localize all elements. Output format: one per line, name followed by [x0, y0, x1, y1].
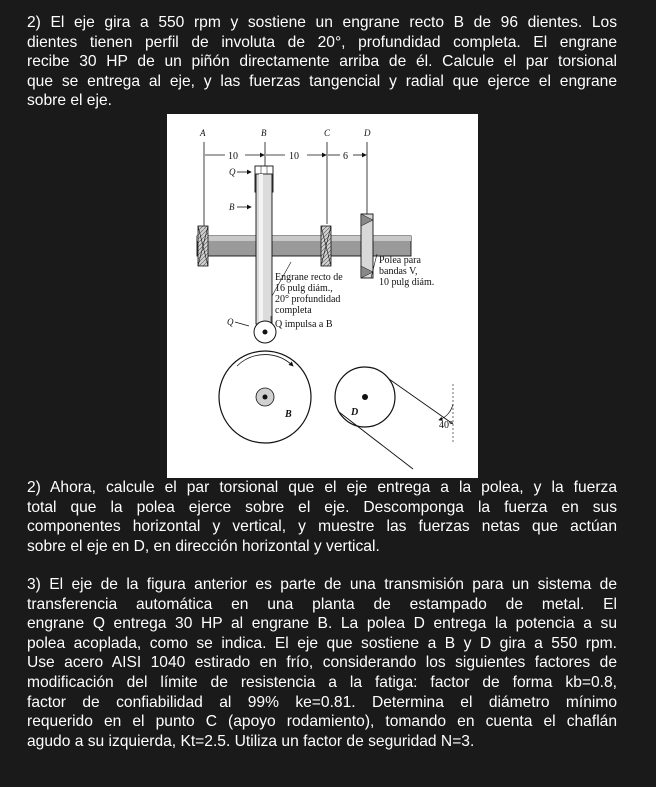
problem-2-text: [27, 478, 617, 556]
problem-1-line: recibe 30 HP de un piñón directamente arriba de él. Calcule el par torsional: [27, 53, 617, 71]
gear-note-line: Engrane recto de: [275, 272, 343, 283]
label-b: B: [261, 128, 267, 138]
problem-3-line: factor de confiabilidad al 99% ke=0.81. Determina el diámetro mínimo: [27, 693, 617, 711]
label-pulley-d: D: [351, 407, 359, 418]
label-gear-b: B: [285, 409, 292, 420]
gear-b: [256, 174, 272, 324]
belt-upper: [389, 379, 453, 424]
problem-3-line: polea acoplada, como se indica. El eje que sostiene a B y D gira a 550 rpm.: [27, 634, 617, 652]
problem-3-line: transferencia automática en una planta de estampado de metal. El: [27, 595, 617, 613]
problem-3-line: modificación del límite de resistencia a la fatiga: factor de forma kb=0.8,: [27, 673, 617, 691]
problem-1-line: sobre el eje.: [27, 92, 112, 110]
gear-note-drive: Q impulsa a B: [275, 319, 333, 330]
problem-3-line: Use acero AISI 1040 estirado en frío, considerando los siguientes factores de: [27, 654, 617, 672]
problem-2-line: 2) Ahora, calcule el par torsional que el eje entrega a la polea, y la fuerza: [27, 479, 617, 496]
pulley-note-line: 10 pulg diám.: [379, 277, 435, 288]
problem-2-line: total que la polea ejerce sobre el eje. Descomponga la fuerza en sus: [27, 498, 617, 516]
label-c: C: [324, 128, 331, 138]
pulley-note-line: Polea para: [379, 255, 421, 266]
shaft-diagram: [167, 114, 478, 478]
dim-ab: 10: [228, 151, 238, 162]
problem-3-text: [27, 575, 617, 751]
problem-2-line: componentes horizontal y vertical, y muestre las fuerzas netas que actúan: [27, 518, 617, 536]
problem-3-line: agudo a su izquierda, Kt=2.5. Utiliza un factor de seguridad N=3.: [27, 732, 475, 750]
dim-cd: 6: [343, 151, 348, 162]
gear-note-line: 20° profundidad: [275, 294, 341, 305]
problem-3-line: engrane Q entrega 30 HP al engrane B. La polea D entrega la potencia a su: [27, 615, 617, 633]
problem-1-line: dientes tienen perfil de involuta de 20°, profundidad completa. El engrane: [27, 33, 617, 51]
gear-note-line: 16 pulg diám.,: [275, 283, 333, 294]
problem-3-line: 3) El eje de la figura anterior es parte de una transmisión para un sistema de: [27, 576, 617, 593]
problem-1-line: que se entrega al eje, y las fuerzas tangencial y radial que ejerce el engrane: [27, 72, 617, 90]
label-q-top: Q: [229, 167, 236, 177]
label-q-lower: Q: [227, 317, 234, 327]
label-b-arrow: B: [229, 202, 235, 212]
pulley-note-line: bandas V,: [379, 266, 418, 277]
label-d: D: [364, 128, 371, 138]
problem-3-line: requerido en el punto C (apoyo rodamiento), tomando en cuenta el chaflán: [27, 713, 617, 731]
problem-1-text: [27, 13, 617, 111]
problem-1-line: 2) El eje gira a 550 rpm y sostiene un engrane recto B de 96 dientes. Los: [27, 14, 617, 31]
shaft-figure: [167, 114, 478, 478]
angle-arc: [439, 404, 453, 420]
gear-note-line: completa: [275, 305, 312, 316]
problem-2-line: sobre el eje en D, en dirección horizontal y vertical.: [27, 537, 380, 555]
angle-label: 40°: [439, 420, 453, 431]
dim-bc: 10: [289, 151, 299, 162]
label-a: A: [200, 128, 206, 138]
